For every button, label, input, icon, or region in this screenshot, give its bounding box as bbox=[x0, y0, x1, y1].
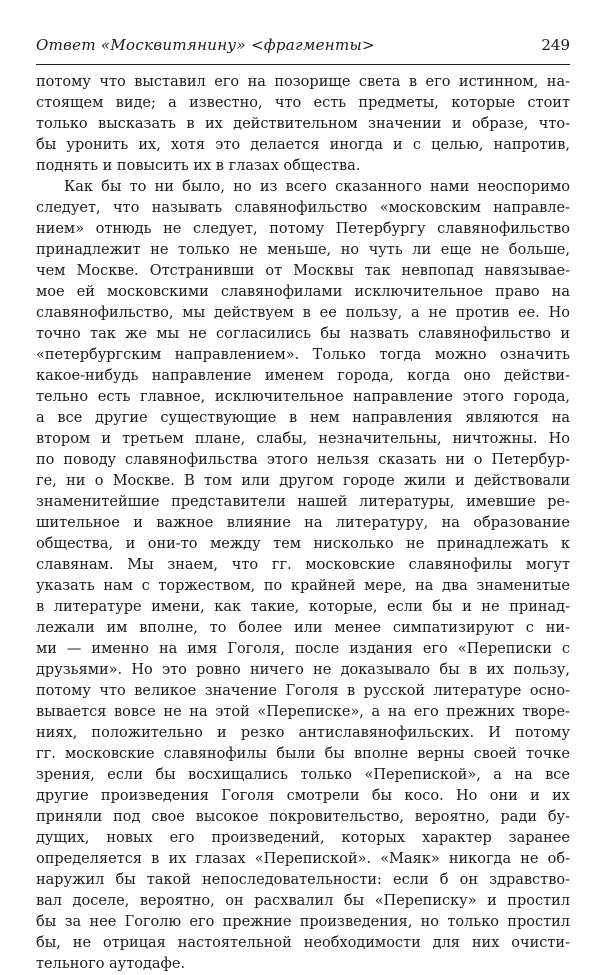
page-number: 249 bbox=[541, 36, 570, 54]
text-line: славянам. Мы знаем, что гг. московские славянофилы могут bbox=[36, 557, 570, 573]
text-line: втором и третьем плане, слабы, незначительны, ничтожны. Но bbox=[36, 431, 570, 447]
text-line: шительное и важное влияние на литературу, на образование bbox=[36, 515, 570, 531]
text-line: общества, и они-то между тем нисколько не принадлежать к bbox=[36, 536, 570, 552]
text-line: указать нам с торжеством, по крайней мере, на два знаменитые bbox=[36, 578, 570, 594]
text-line: вал доселе, вероятно, он расхвалил бы «Переписку» и простил bbox=[36, 893, 570, 909]
text-line: чем Москве. Отстранивши от Москвы так невпопад навязывае- bbox=[36, 263, 570, 279]
header-rule bbox=[36, 64, 570, 65]
text-line: лежали им вполне, то более или менее симпатизируют с ни- bbox=[36, 620, 570, 636]
text-line: гг. московские славянофилы были бы вполне верны своей точке bbox=[36, 746, 570, 762]
text-line: точно так же мы не согласились бы назвать славянофильство и bbox=[36, 326, 570, 342]
text-line: мое ей московскими славянофилами исключительное право на bbox=[36, 284, 570, 300]
text-line: стоящем виде; а известно, что есть предметы, которые стоит bbox=[36, 95, 570, 111]
running-head bbox=[36, 36, 570, 62]
text-line: а все другие существующие в нем направления являются на bbox=[36, 410, 570, 426]
text-line: бы, не отрицая настоятельной необходимости для них очисти- bbox=[36, 935, 570, 951]
text-line: какое-нибудь направление именем города, когда оно действи- bbox=[36, 368, 570, 384]
text-line: наружил бы такой непоследовательности: если б он здравство- bbox=[36, 872, 570, 888]
text-line: только высказать в их действительном значении и образе, что- bbox=[36, 116, 570, 132]
text-line: ниях, положительно и резко антиславянофильских. И потому bbox=[36, 725, 570, 741]
text-line: следует, что называть славянофильство «московским направле- bbox=[36, 200, 570, 216]
text-line: зрения, если бы восхищались только «Перепиской», а на все bbox=[36, 767, 570, 783]
paragraph bbox=[36, 177, 570, 975]
text-line: приняли под свое высокое покровительство, вероятно, ради бу- bbox=[36, 809, 570, 825]
text-line: вывается вовсе не на этой «Переписке», а на его прежних творе- bbox=[36, 704, 570, 720]
text-line: славянофильство, мы действуем в ее пользу, а не против ее. Но bbox=[36, 305, 570, 321]
body-text bbox=[36, 72, 570, 975]
paragraph bbox=[36, 72, 570, 177]
text-line: определяется в их глазах «Перепиской». «Маяк» никогда не об- bbox=[36, 851, 570, 867]
text-line: принадлежит не только не меньше, но чуть ли еще не больше, bbox=[36, 242, 570, 258]
text-line: другие произведения Гоголя смотрели бы косо. Но они и их bbox=[36, 788, 570, 804]
text-line: поднять и повысить их в глазах общества. bbox=[36, 158, 361, 174]
text-line: ми — именно на имя Гоголя, после издания его «Переписки с bbox=[36, 641, 570, 657]
text-line: дущих, новых его произведений, которых характер заранее bbox=[36, 830, 570, 846]
text-line: тельно есть главное, исключительное направление этого города, bbox=[36, 389, 570, 405]
text-line: нием» отнюдь не следует, потому Петербургу славянофильство bbox=[36, 221, 570, 237]
text-line: «петербургским направлением». Только тогда можно означить bbox=[36, 347, 570, 363]
text-line: потому что великое значение Гоголя в русской литературе осно- bbox=[36, 683, 570, 699]
text-line: Как бы то ни было, но из всего сказанного нами неоспоримо bbox=[64, 179, 570, 195]
running-head-title: Ответ «Москвитянину» <фрагменты> bbox=[36, 36, 375, 54]
text-line: в литературе имени, как такие, которые, если бы и не принад- bbox=[36, 599, 570, 615]
text-line: потому что выставил его на позорище света в его истинном, на- bbox=[36, 74, 570, 90]
text-line: друзьями». Но это ровно ничего не доказывало бы в их пользу, bbox=[36, 662, 570, 678]
text-line: бы уронить их, хотя это делается иногда и с целью, напротив, bbox=[36, 137, 570, 153]
text-line: по поводу славянофильства этого нельзя сказать ни о Петербур- bbox=[36, 452, 570, 468]
text-line: бы за нее Гоголю его прежние произведения, но только простил bbox=[36, 914, 570, 930]
text-line: ге, ни о Москве. В том или другом городе жили и действовали bbox=[36, 473, 570, 489]
text-line: тельного аутодафе. bbox=[36, 956, 186, 972]
text-line: знаменитейшие представители нашей литературы, имевшие ре- bbox=[36, 494, 570, 510]
